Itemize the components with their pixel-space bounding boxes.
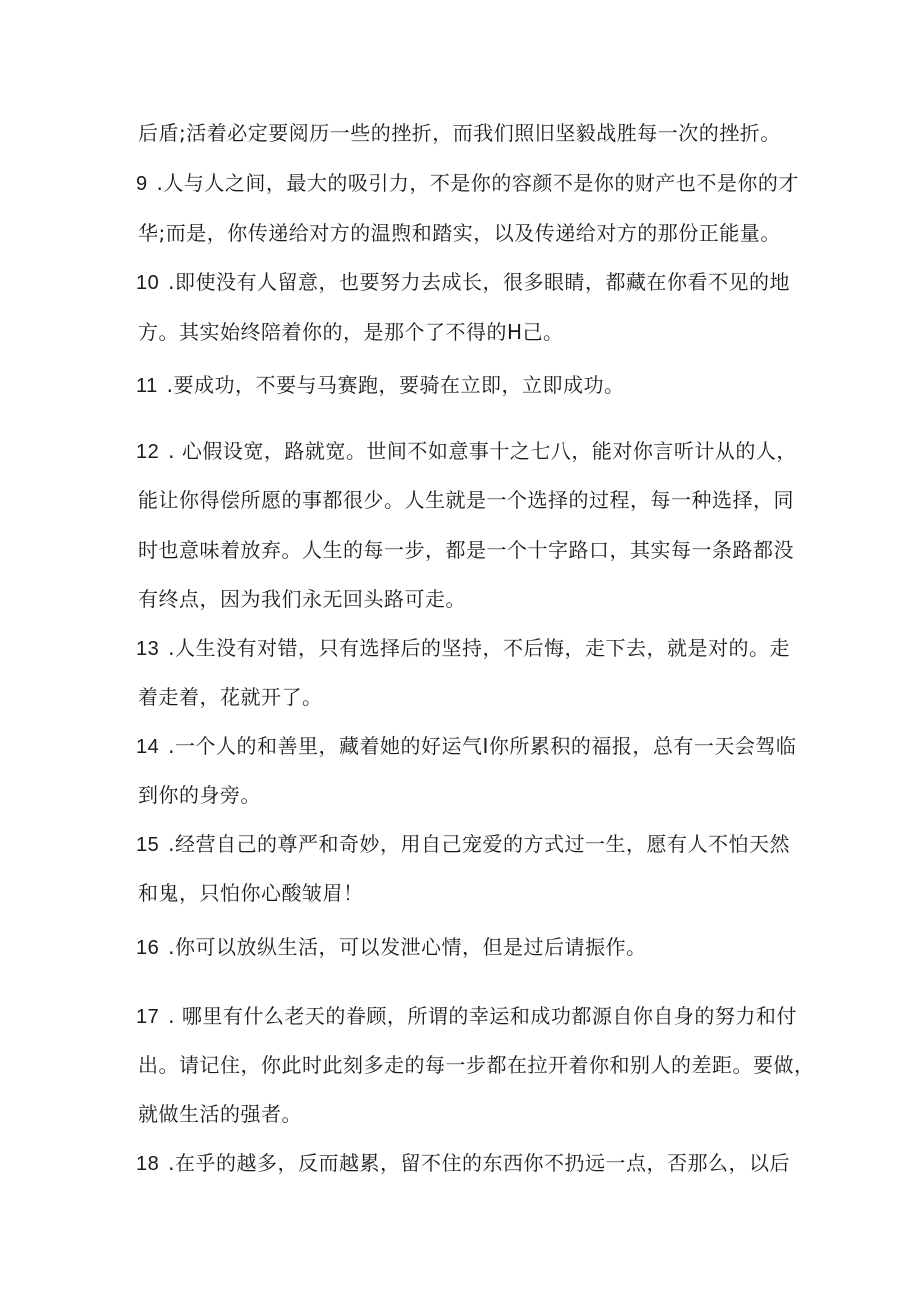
paragraph-line	[136, 634, 790, 663]
line-text: .要成功，不要与马赛跑，要骑在立即，立即成功。	[159, 373, 625, 397]
line-text: 华;而是，你传递给对方的温煦和踏实，以及传递给对方的那份正能量。	[138, 221, 781, 245]
paragraph-line	[136, 933, 646, 962]
line-text: . 哪里有什么老天的眷顾，所谓的幸运和成功都源自你自身的努力和付	[161, 1004, 797, 1028]
line-text: .经营自己的尊严和奇妙，用自己宠爱的方式过一生，愿有人不怕天然	[161, 832, 790, 856]
paragraph-line	[136, 318, 564, 347]
line-text: .你可以放纵生活，可以发泄心情，但是过后请振作。	[161, 935, 647, 959]
line-text: 后盾;活着必定要阅历一些的挫折，而我们照旧坚毅战胜每一次的挫折。	[138, 121, 781, 145]
line-text: 能让你得偿所愿的事都很少。人生就是一个选择的过程，每一种选择，同	[138, 488, 794, 512]
item-number: 14	[136, 736, 160, 758]
paragraph-line	[136, 169, 799, 198]
item-number: 17	[136, 1006, 160, 1028]
paragraph-line	[136, 437, 797, 466]
paragraph-line	[136, 1002, 797, 1031]
line-text: .一个人的和善里，藏着她的好运气I你所累积的福报，总有一天会驾临	[161, 734, 797, 758]
line-text: 有终点，因为我们永无回头路可走。	[138, 587, 466, 611]
line-text: 时也意味着放弃。人生的每一步，都是一个十字路口，其实每一条路都没	[138, 538, 794, 562]
paragraph-line	[136, 683, 323, 712]
line-text: 到你的身旁。	[138, 783, 261, 807]
paragraph-line	[136, 371, 624, 400]
line-text: 方。其实始终陪着你的，是那个了不得的H己。	[138, 320, 564, 344]
item-number: 15	[136, 834, 160, 856]
line-text: . 心假设宽，路就宽。世间不如意事十之七八，能对你言听计从的人，	[161, 439, 797, 463]
line-text: 着走着，花就开了。	[138, 685, 323, 709]
item-number: 10	[136, 272, 160, 294]
paragraph-line	[136, 732, 796, 761]
paragraph-line	[136, 1051, 815, 1080]
paragraph-line	[136, 119, 781, 148]
paragraph-line	[136, 486, 794, 515]
paragraph-line	[136, 268, 790, 297]
line-text: 和鬼，只怕你心酸皱眉！	[138, 881, 364, 905]
paragraph-line	[136, 781, 261, 810]
line-text: 就做生活的强者。	[138, 1102, 302, 1126]
paragraph-line	[136, 536, 794, 565]
paragraph-line	[136, 879, 364, 908]
item-number: 12	[136, 441, 160, 463]
line-text: .人生没有对错，只有选择后的坚持，不后悔，走下去，就是对的。走	[161, 636, 790, 660]
item-number: 18	[136, 1153, 160, 1175]
line-text: .即使没有人留意，也要努力去成长，很多眼睛，都藏在你看不见的地	[161, 270, 790, 294]
item-number: 9	[136, 173, 148, 195]
line-text: 出。请记住，你此时此刻多走的每一步都在拉开着你和别人的差距。要做，	[138, 1053, 815, 1077]
line-text: .人与人之间，最大的吸引力，不是你的容颜不是你的财产也不是你的才	[149, 171, 799, 195]
item-number: 11	[136, 375, 158, 397]
paragraph-line	[136, 1149, 790, 1178]
paragraph-line	[136, 830, 790, 859]
line-text: .在乎的越多，反而越累，留不住的东西你不扔远一点，否那么，以后	[161, 1151, 790, 1175]
item-number: 16	[136, 937, 160, 959]
item-number: 13	[136, 638, 160, 660]
paragraph-line	[136, 1100, 302, 1129]
paragraph-line	[136, 585, 466, 614]
paragraph-line	[136, 219, 781, 248]
